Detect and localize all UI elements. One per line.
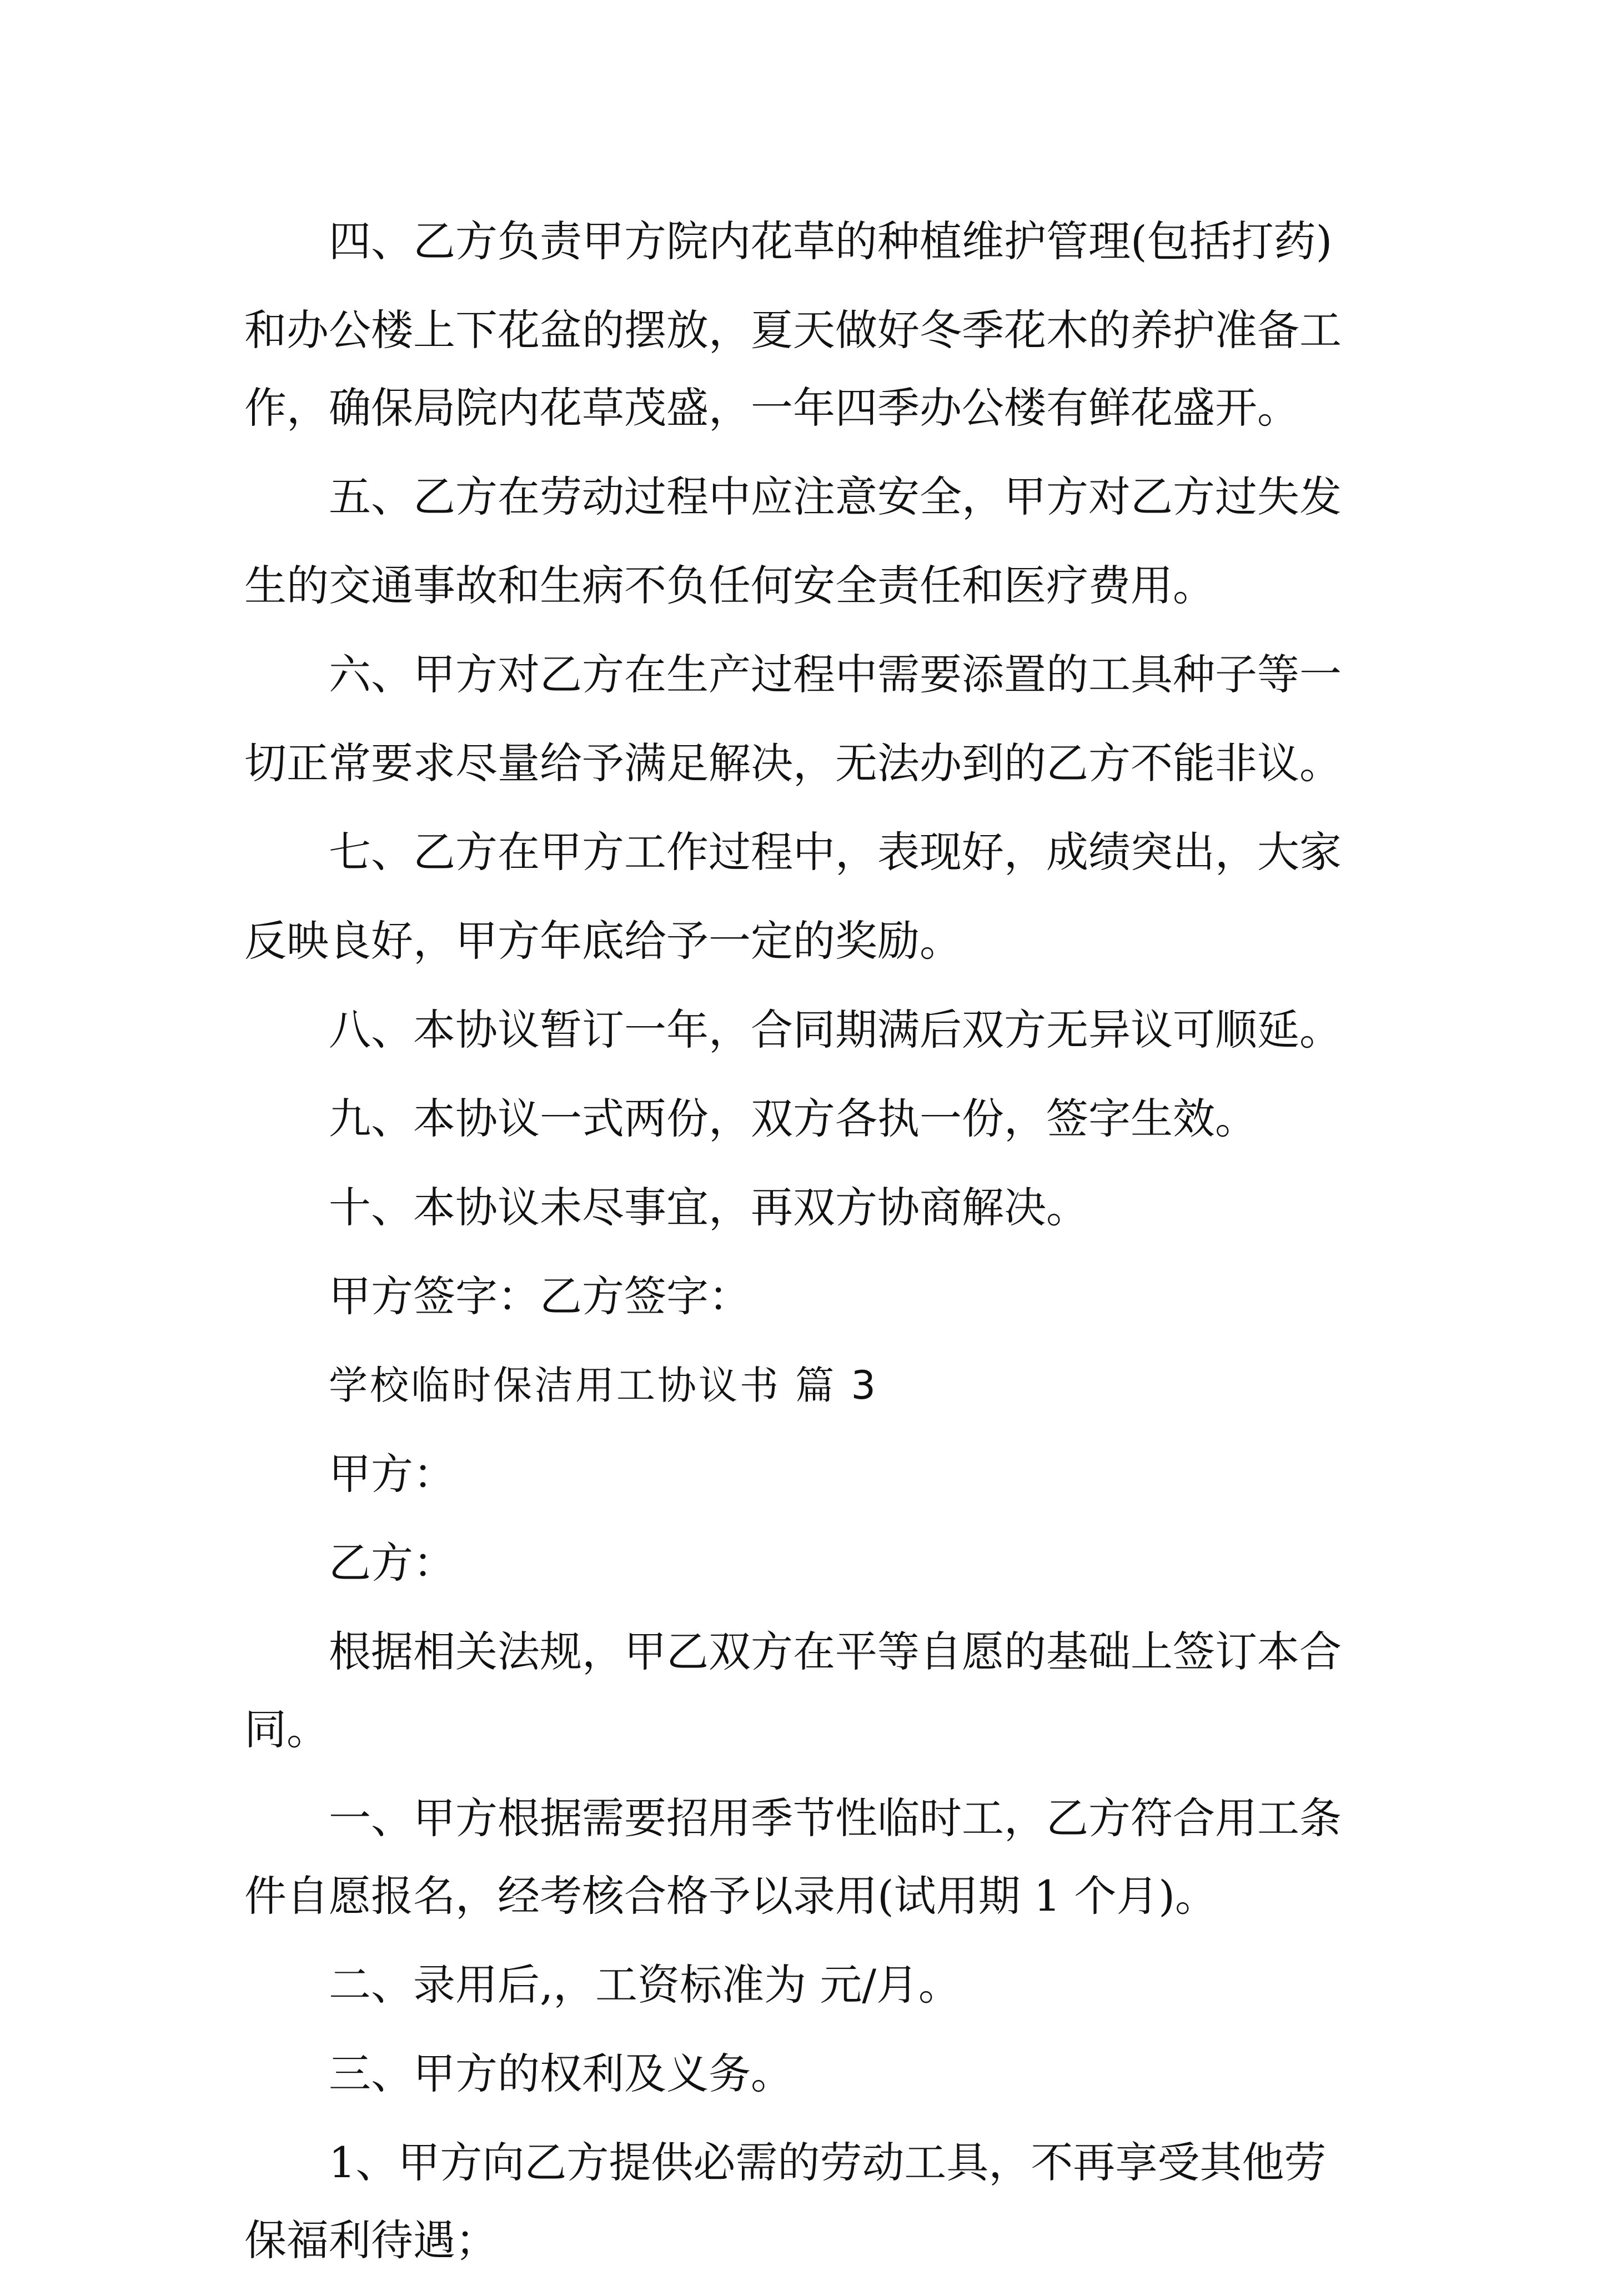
clause-3-1-line-1: 1、甲方向乙方提供必需的劳动工具，不再享受其他劳 (329, 2138, 1327, 2187)
signature-line: 甲方签字：乙方签字： (329, 1272, 751, 1321)
document-body (244, 208, 1366, 2296)
paragraph-4-line-2: 和办公楼上下花盆的摆放，夏天做好冬季花木的养护准备工 (244, 305, 1342, 355)
paragraph-6-line-1: 六、甲方对乙方在生产过程中需要添置的工具种子等一 (329, 650, 1342, 699)
clause-3: 三、甲方的权利及义务。 (329, 2049, 793, 2098)
paragraph-4-line-3: 作，确保局院内花草茂盛，一年四季办公楼有鲜花盛开。 (244, 383, 1299, 433)
paragraph-4-line-1: 四、乙方负责甲方院内花草的种植维护管理(包括打药) (329, 217, 1333, 266)
paragraph-5-line-1: 五、乙方在劳动过程中应注意安全，甲方对乙方过失发 (329, 472, 1342, 521)
paragraph-5-line-2: 生的交通事故和生病不负任何安全责任和医疗费用。 (244, 561, 1215, 610)
paragraph-8: 八、本协议暂订一年，合同期满后双方无异议可顺延。 (329, 1005, 1342, 1054)
party-b-label: 乙方： (329, 1538, 455, 1587)
preamble-line-2: 同。 (244, 1705, 329, 1754)
paragraph-7-line-1: 七、乙方在甲方工作过程中，表现好，成绩突出，大家 (329, 827, 1342, 877)
paragraph-6-line-2: 切正常要求尽量给予满足解决，无法办到的乙方不能非议。 (244, 738, 1342, 788)
preamble-line-1: 根据相关法规，甲乙双方在平等自愿的基础上签订本合 (329, 1627, 1342, 1676)
section-heading: 学校临时保洁用工协议书 篇 3 (329, 1363, 878, 1408)
paragraph-9: 九、本协议一式两份，双方各执一份，签字生效。 (329, 1094, 1257, 1143)
paragraph-7-line-2: 反映良好，甲方年底给予一定的奖励。 (244, 916, 962, 966)
paragraph-10: 十、本协议未尽事宜，再双方协商解决。 (329, 1183, 1088, 1232)
party-a-label: 甲方： (329, 1449, 455, 1499)
clause-2: 二、录用后,，工资标准为 元/月。 (329, 1960, 961, 2009)
clause-1-line-2: 件自愿报名，经考核合格予以录用(试用期 1 个月)。 (244, 1871, 1217, 1921)
clause-1-line-1: 一、甲方根据需要招用季节性临时工，乙方符合用工条 (329, 1793, 1342, 1843)
clause-3-1-line-2: 保福利待遇； (244, 2215, 498, 2265)
